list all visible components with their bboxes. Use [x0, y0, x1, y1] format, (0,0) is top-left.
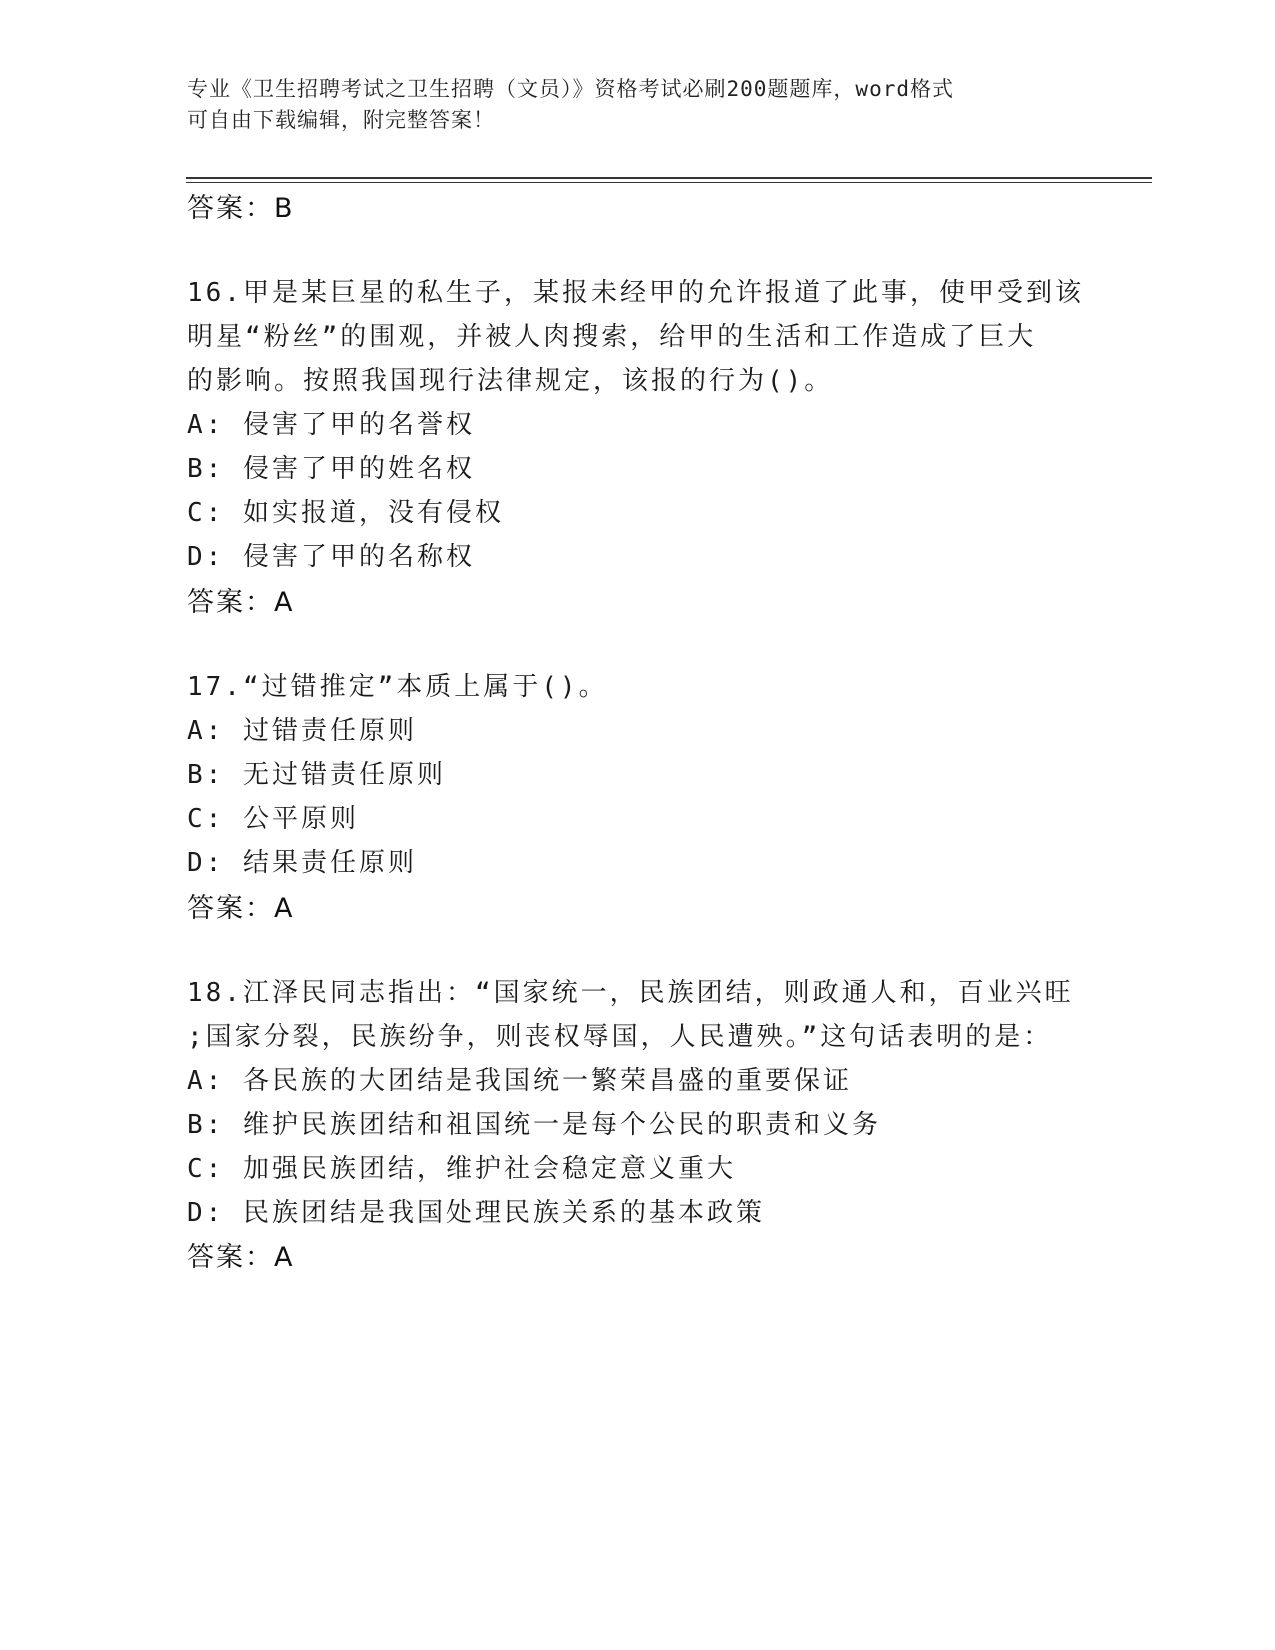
- question-text-line: 的影响。按照我国现行法律规定，该报的行为()。: [187, 366, 834, 396]
- answer-value: A: [274, 1242, 295, 1273]
- answer-line: [187, 580, 294, 619]
- answer-line: [187, 186, 295, 225]
- question-text-line: 17.“过错推定”本质上属于()。: [187, 672, 608, 702]
- answer-label: 答案：: [187, 193, 274, 224]
- answer-value: A: [274, 893, 295, 924]
- option-c: C: 公平原则: [187, 804, 359, 834]
- header-line-2: 可自由下载编辑，附完整答案！: [187, 108, 495, 132]
- header-divider-thick: [186, 177, 1152, 179]
- option-d: D: 结果责任原则: [187, 848, 417, 878]
- answer-value: B: [274, 193, 295, 224]
- option-a: A: 侵害了甲的名誉权: [187, 410, 475, 440]
- option-a: A: 过错责任原则: [187, 716, 417, 746]
- option-d: D: 民族团结是我国处理民族关系的基本政策: [187, 1198, 765, 1228]
- question-text-line: 16.甲是某巨星的私生子，某报未经甲的允许报道了此事，使甲受到该: [187, 278, 1084, 308]
- answer-label: 答案：: [187, 1242, 274, 1273]
- header-line-1: 专业《卫生招聘考试之卫生招聘（文员）》资格考试必刷200题题库，word格式: [187, 77, 954, 101]
- question-text-line: 18.江泽民同志指出：“国家统一，民族团结，则政通人和，百业兴旺: [187, 978, 1074, 1008]
- answer-label: 答案：: [187, 893, 274, 924]
- answer-line: [187, 886, 294, 925]
- question-text-line: 明星“粉丝”的围观，并被人肉搜索，给甲的生活和工作造成了巨大: [187, 322, 1037, 352]
- header-divider-thin: [186, 182, 1152, 183]
- option-b: B: 无过错责任原则: [187, 760, 446, 790]
- answer-label: 答案：: [187, 587, 274, 618]
- option-b: B: 侵害了甲的姓名权: [187, 454, 475, 484]
- page-header: [187, 74, 1087, 136]
- option-d: D: 侵害了甲的名称权: [187, 542, 475, 572]
- question-text-line: ;国家分裂，民族纷争，则丧权辱国，人民遭殃。”这句话表明的是：: [187, 1022, 1053, 1052]
- option-a: A: 各民族的大团结是我国统一繁荣昌盛的重要保证: [187, 1066, 852, 1096]
- option-b: B: 维护民族团结和祖国统一是每个公民的职责和义务: [187, 1110, 881, 1140]
- option-c: C: 如实报道，没有侵权: [187, 498, 504, 528]
- option-c: C: 加强民族团结，维护社会稳定意义重大: [187, 1154, 736, 1184]
- answer-line: [187, 1235, 294, 1274]
- answer-value: A: [274, 587, 295, 618]
